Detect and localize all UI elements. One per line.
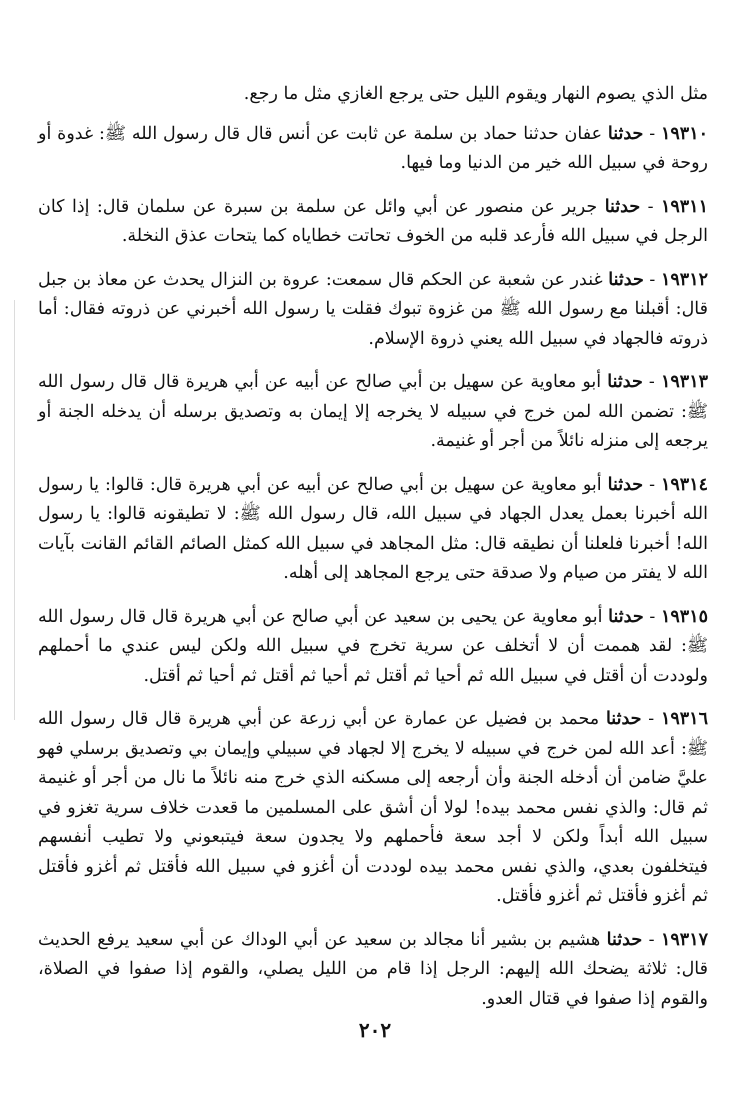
hadith-text: أبو معاوية عن يحيى بن سعيد عن أبي صالح عن أبي هريرة قال قال رسول الله ﷺ: لقد هممت أن لا أتخلف عن سرية تخرج في سبيل الله ولكن ليس عندي ما أحملهم ولوددت أن أقتل في سبيل الله ثم أحيا ثم أقتل ثم أحيا ثم أقتل ثم أحيا ثم أقتل. xyxy=(38,606,708,686)
page-body xyxy=(38,80,708,1028)
hadith-19312: ١٩٣١٢ - حدثنا غندر عن شعبة عن الحكم قال سمعت: عروة بن النزال يحدث عن معاذ بن جبل قال: أقبلنا مع رسول الله ﷺ من غزوة تبوك فقلت يا رسول الله أخبرني عن ذروته فقال: أما ذروته فالجهاد في سبيل الله يعني ذروة الإسلام. xyxy=(38,269,708,349)
hadith-text: جرير عن منصور عن أبي وائل عن سلمة بن سبرة عن سلمان قال: إذا كان الرجل في سبيل الله فأرعد قلبه من الخوف تحاتت خطاياه كما يتحات عذق النخلة. xyxy=(38,196,708,246)
hadith-lead: حدثنا xyxy=(608,269,644,290)
hadith-text: أبو معاوية عن سهيل بن أبي صالح عن أبيه عن أبي هريرة قال: قالوا: يا رسول الله أخبرنا بعمل يعدل الجهاد في سبيل الله، قال رسول الله ﷺ: لا تطيقونه قالوا: يا رسول الله! أخبرنا فلعلنا أن نطيقه قال: مثل المجاهد في سبيل الله كمثل الصائم القائم القانت بآيات الله لا يفتر من صيام ولا صدقة حتى يرجع المجاهد إلى أهله. xyxy=(38,474,708,583)
margin-line xyxy=(14,300,15,720)
hadith-text: محمد بن فضيل عن عمارة عن أبي زرعة عن أبي هريرة قال قال رسول الله ﷺ: أعد الله لمن خرج في سبيله لا يخرج إلا لجهاد في سبيلي وإيمان بي وتصديق برسلي فهو عليَّ ضامن أن أدخله الجنة وأن أرجعه إلى مسكنه الذي خرج منه نائلاً ما نال من أجر أو غنيمة ثم قال: والذي نفس محمد بيده! لولا أن أشق على المسلمين ما قعدت خلاف سرية تغزو في سبيل الله أبداً ولكن لا أجد سعة فأحملهم ولا يجدون سعة فيتبعوني ولا تطيب أنفسهم فيتخلفون بعدي، والذي نفس محمد بيده لوددت أن أغزو في سبيل الله فأقتل ثم أغزو فأقتل ثم أغزو فأقتل ثم أغزو فأقتل. xyxy=(38,709,708,906)
page-number: ٢٠٢ xyxy=(358,1018,392,1042)
hadith-number: ١٩٣١٢ xyxy=(661,269,708,290)
hadith-number: ١٩٣١٣ xyxy=(661,372,708,392)
hadith-lead: حدثنا xyxy=(604,196,641,217)
hadith-lead: حدثنا xyxy=(607,372,643,392)
hadith-number: ١٩٣١١ xyxy=(660,196,708,217)
hadith-lead: حدثنا xyxy=(605,709,642,729)
hadith-19317: ١٩٣١٧ - حدثنا هشيم بن بشير أنا مجالد بن سعيد عن أبي الوداك عن أبي سعيد يرفع الحديث قال: ثلاثة يضحك الله إليهم: الرجل إذا قام من الليل يصلي، والقوم إذا صفوا في الصلاة، والقوم إذا صفوا في قتال العدو. xyxy=(38,929,708,1009)
hadith-19313: ١٩٣١٣ - حدثنا أبو معاوية عن سهيل بن أبي صالح عن أبيه عن أبي هريرة قال قال رسول الله ﷺ: تضمن الله لمن خرج في سبيله لا يخرجه إلا إيمان به وتصديق برسله أن يدخله الجنة أو يرجعه إلى منزله نائلاً من أجر أو غنيمة. xyxy=(38,372,708,451)
hadith-lead: حدثنا xyxy=(607,123,644,144)
hadith-19314: ١٩٣١٤ - حدثنا أبو معاوية عن سهيل بن أبي صالح عن أبيه عن أبي هريرة قال: قالوا: يا رسول الله أخبرنا بعمل يعدل الجهاد في سبيل الله، قال رسول الله ﷺ: لا تطيقونه قالوا: يا رسول الله! أخبرنا فلعلنا أن نطيقه قال: مثل المجاهد في سبيل الله كمثل الصائم القائم القانت بآيات الله لا يفتر من صيام ولا صدقة حتى يرجع المجاهد إلى أهله. xyxy=(38,474,708,583)
hadith-text: غندر عن شعبة عن الحكم قال سمعت: عروة بن النزال يحدث عن معاذ بن جبل قال: أقبلنا مع رسول الله ﷺ من غزوة تبوك فقلت يا رسول الله أخبرني عن ذروته فقال: أما ذروته فالجهاد في سبيل الله يعني ذروة الإسلام. xyxy=(38,269,708,349)
hadith-lead: حدثنا xyxy=(608,606,644,627)
hadith-lead: حدثنا xyxy=(607,474,644,495)
hadith-text: عفان حدثنا حماد بن سلمة عن ثابت عن أنس قال قال رسول الله ﷺ: غدوة أو روحة في سبيل الله خير من الدنيا وما فيها. xyxy=(38,123,708,173)
hadith-19310: ١٩٣١٠ - حدثنا عفان حدثنا حماد بن سلمة عن ثابت عن أنس قال قال رسول الله ﷺ: غدوة أو روحة في سبيل الله خير من الدنيا وما فيها. xyxy=(38,123,708,173)
hadith-lead: حدثنا xyxy=(606,929,643,950)
continuation-paragraph: مثل الذي يصوم النهار ويقوم الليل حتى يرجع الغازي مثل ما رجع. xyxy=(243,84,708,104)
hadith-text: هشيم بن بشير أنا مجالد بن سعيد عن أبي الوداك عن أبي سعيد يرفع الحديث قال: ثلاثة يضحك الله إليهم: الرجل إذا قام من الليل يصلي، والقوم إذا صفوا في الصلاة، والقوم إذا صفوا في قتال العدو. xyxy=(38,929,708,1009)
hadith-number: ١٩٣١٠ xyxy=(661,123,708,144)
hadith-number: ١٩٣١٧ xyxy=(661,929,708,950)
hadith-text: أبو معاوية عن سهيل بن أبي صالح عن أبيه عن أبي هريرة قال قال رسول الله ﷺ: تضمن الله لمن خرج في سبيله لا يخرجه إلا إيمان به وتصديق برسله أن يدخله الجنة أو يرجعه إلى منزله نائلاً من أجر أو غنيمة. xyxy=(38,372,708,451)
hadith-number: ١٩٣١٤ xyxy=(661,474,708,495)
hadith-number: ١٩٣١٦ xyxy=(660,709,708,729)
hadith-number: ١٩٣١٥ xyxy=(661,606,708,627)
hadith-19316: ١٩٣١٦ - حدثنا محمد بن فضيل عن عمارة عن أبي زرعة عن أبي هريرة قال قال رسول الله ﷺ: أعد الله لمن خرج في سبيله لا يخرج إلا لجهاد في سبيلي وإيمان بي وتصديق برسلي فهو عليَّ ضامن أن أدخله الجنة وأن أرجعه إلى مسكنه الذي خرج منه نائلاً ما نال من أجر أو غنيمة ثم قال: والذي نفس محمد بيده! لولا أن أشق على المسلمين ما قعدت خلاف سرية تغزو في سبيل الله أبداً ولكن لا أجد سعة فأحملهم ولا يجدون سعة فيتبعوني ولا تطيب أنفسهم فيتخلفون بعدي، والذي نفس محمد بيده لوددت أن أغزو في سبيل الله فأقتل ثم أغزو فأقتل ثم أغزو فأقتل ثم أغزو فأقتل. xyxy=(38,709,708,906)
hadith-19311: ١٩٣١١ - حدثنا جرير عن منصور عن أبي وائل عن سلمة بن سبرة عن سلمان قال: إذا كان الرجل في سبيل الله فأرعد قلبه من الخوف تحاتت خطاياه كما يتحات عذق النخلة. xyxy=(38,196,708,246)
hadith-19315: ١٩٣١٥ - حدثنا أبو معاوية عن يحيى بن سعيد عن أبي صالح عن أبي هريرة قال قال رسول الله ﷺ: لقد هممت أن لا أتخلف عن سرية تخرج في سبيل الله ولكن ليس عندي ما أحملهم ولوددت أن أقتل في سبيل الله ثم أحيا ثم أقتل ثم أحيا ثم أقتل ثم أحيا ثم أقتل. xyxy=(38,606,708,686)
